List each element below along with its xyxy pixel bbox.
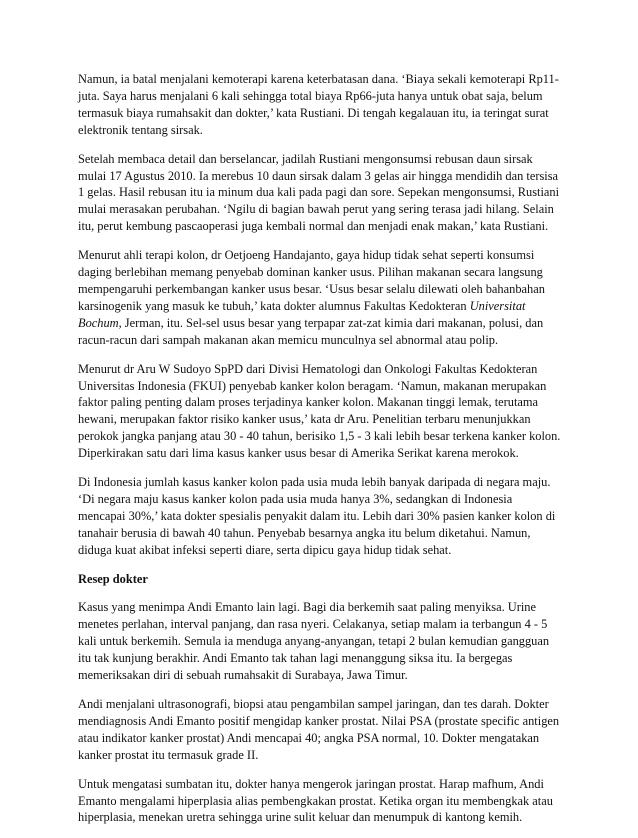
- text-line: diduga kuat akibat infeksi seperti diare, serta dipicu gaya hidup tidak sehat.: [78, 542, 452, 557]
- paragraph: [78, 474, 568, 559]
- text-line: mempengaruhi perkembangan kanker usus besar. ‘Usus besar selalu dilewati oleh bahanbahan: [78, 281, 545, 296]
- paragraph: [78, 776, 568, 827]
- text-line: elektronik tentang sirsak.: [78, 122, 203, 137]
- italic-text: Bochum: [78, 315, 119, 330]
- section-heading: Resep dokter: [78, 571, 148, 586]
- paragraph: [78, 599, 568, 684]
- text-line: hiperplasia, menekan uretra sehingga urine sulit keluar dan menumpuk di kantong kemih.: [78, 810, 523, 825]
- text-line: perokok jangka panjang atau 30 - 40 tahun, berisiko 1,5 - 3 kali lebih besar terkena kanker kolon.: [78, 429, 561, 444]
- text-line: Diperkirakan satu dari lima kasus kanker usus besar di Amerika Serikat karena merokok.: [78, 446, 519, 461]
- paragraph: [78, 151, 568, 236]
- text-line: Untuk mengatasi sumbatan itu, dokter hanya mengerok jaringan prostat. Harap mafhum, Andi: [78, 776, 544, 791]
- text-line: ‘Di negara maju kasus kanker kolon pada usia muda hanya 3%, sedangkan di Indonesia: [78, 491, 513, 506]
- text-line: menetes perlahan, interval panjang, dan rasa nyeri. Celakanya, setiap malam ia terbangun 4 - 5: [78, 617, 548, 632]
- text-line: Menurut ahli terapi kolon, dr Oetjoeng Handajanto, gaya hidup tidak sehat seperti konsumsi: [78, 248, 535, 263]
- document-page: [78, 71, 568, 838]
- text-line: mencapai 30%,’ kata dokter spesialis penyakit dalam itu. Lebih dari 30% pasien kanker kolon di: [78, 508, 556, 523]
- text-line: Kasus yang menimpa Andi Emanto lain lagi. Bagi dia berkemih saat paling menyiksa. Urine: [78, 600, 537, 615]
- text-line: kali untuk berkemih. Semula ia menduga anyang-anyangan, tetapi 2 bulan kemudian gangguan: [78, 634, 550, 649]
- text-line: Setelah membaca detail dan berselancar, jadilah Rustiani mengonsumsi rebusan daun sirsak: [78, 151, 533, 166]
- text-line: daging berlebihan memang penyebab dominan kanker usus. Pilihan makanan secara langsung: [78, 265, 543, 280]
- text-line: Di Indonesia jumlah kasus kanker kolon pada usia muda lebih banyak daripada di negara maju.: [78, 475, 551, 490]
- text-line: 1 gelas. Hasil rebusan itu ia minum dua kali pada pagi dan sore. Sepekan mengonsumsi, Rustiani: [78, 185, 560, 200]
- text-line: [78, 298, 568, 315]
- text-line: mulai 17 Agustus 2010. Ia merebus 10 daun sirsak dalam 3 gelas air hingga mendidih dan tersisa: [78, 168, 559, 183]
- text-line: racun-racun dari sampah makanan akan memicu munculnya sel abnormal atau polip.: [78, 332, 499, 347]
- text-line: termasuk biaya rumahsakit dan dokter,’ kata Rustiani. Di tengah kegalauan itu, ia teringat surat: [78, 105, 549, 120]
- text-line: mulai merasakan perubahan. ‘Ngilu di bagian bawah perut yang sering terasa jadi hilang. Selain: [78, 202, 554, 217]
- text-line: hewani, merupakan faktor risiko kanker usus,’ kata dr Aru. Penelitian terbaru menunjukkan: [78, 412, 531, 427]
- paragraph: [78, 71, 568, 139]
- text-line: kanker prostat itu termasuk grade II.: [78, 747, 259, 762]
- text-line: Emanto mengalami hiperplasia alias pembengkakan prostat. Ketika organ itu membengkak atau: [78, 793, 553, 808]
- text-line: itu, perut kembung pascaoperasi juga kembali normal dan menjadi enak makan,’ kata Rustiani.: [78, 219, 549, 234]
- text-run: , Jerman, itu. Sel-sel usus besar yang terpapar zat-zat kimia dari makanan, polusi, dan: [118, 315, 544, 330]
- italic-text: Universitat: [469, 298, 526, 313]
- text-line: itu tak kunjung berakhir. Andi Emanto tak tahan lagi menanggung siksa itu. Ia bergegas: [78, 651, 513, 666]
- text-run: karsinogenik yang masuk ke tubuh,’ kata dokter alumnus Fakultas Kedokteran: [78, 298, 470, 313]
- text-line: memeriksakan diri di sebuah rumahsakit di Surabaya, Jawa Timur.: [78, 668, 408, 683]
- text-line: Andi menjalani ultrasonografi, biopsi atau pengambilan sampel jaringan, dan tes darah. Dokter: [78, 697, 549, 711]
- text-line: juta. Saya harus menjalani 6 kali sehingga total biaya Rp66-juta hanya untuk obat saja, belum: [78, 88, 543, 103]
- text-line: Menurut dr Aru W Sudoyo SpPD dari Divisi Hematologi dan Onkologi Fakultas Kedokteran: [78, 361, 538, 376]
- paragraph: [78, 361, 568, 462]
- text-line: mendiagnosis Andi Emanto positif mengidap kanker prostat. Nilai PSA (prostate specific antigen: [78, 713, 560, 728]
- text-line: [78, 315, 568, 332]
- paragraph: [78, 247, 568, 348]
- text-line: atau indikator kanker prostat) Andi mencapai 40; angka PSA normal, 10. Dokter mengatakan: [78, 730, 540, 745]
- paragraph: [78, 696, 568, 764]
- text-line: Namun, ia batal menjalani kemoterapi karena keterbatasan dana. ‘Biaya sekali kemoterapi Rp11-: [78, 72, 559, 86]
- text-line: faktor paling penting dalam proses terjadinya kanker kolon. Makanan tinggi lemak, terutama: [78, 395, 539, 410]
- text-line: tanahair berusia di bawah 40 tahun. Penyebab besarnya angka itu belum diketahui. Namun,: [78, 525, 531, 540]
- text-line: Universitas Indonesia (FKUI) penyebab kanker kolon beragam. ‘Namun, makanan merupakan: [78, 378, 547, 393]
